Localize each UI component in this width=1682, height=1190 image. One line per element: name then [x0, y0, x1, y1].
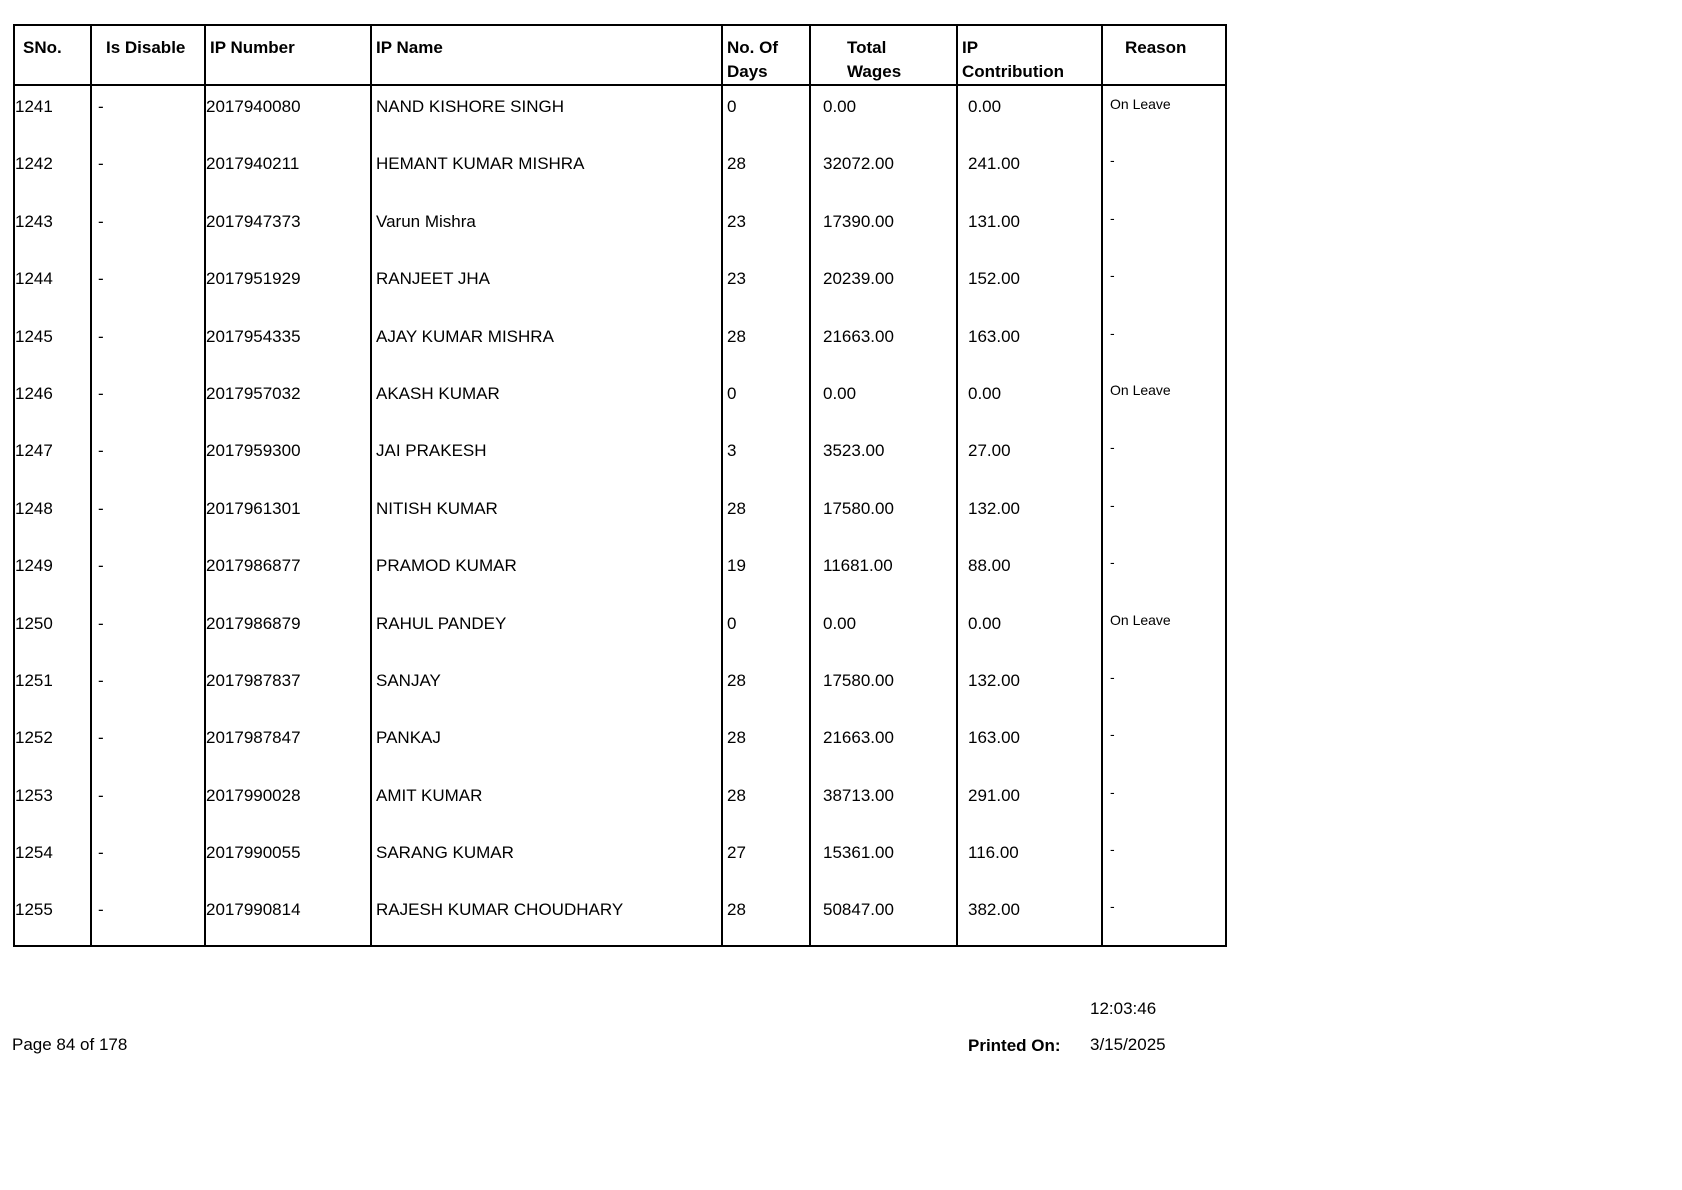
- cell-ip-contribution: 163.00: [957, 315, 1102, 372]
- cell-ip-name: NITISH KUMAR: [371, 487, 722, 544]
- cell-ip-contribution: 0.00: [957, 602, 1102, 659]
- cell-total-wages: 0.00: [810, 372, 957, 429]
- cell-ip-name: SANJAY: [371, 659, 722, 716]
- table-row: [14, 372, 1226, 429]
- cell-total-wages: 32072.00: [810, 142, 957, 199]
- cell-reason: On Leave: [1102, 602, 1226, 659]
- contribution-table: [13, 24, 1227, 947]
- cell-ip-contribution: 163.00: [957, 716, 1102, 773]
- cell-ip-number: 2017986879: [205, 602, 371, 659]
- cell-reason: On Leave: [1102, 85, 1226, 142]
- cell-sno: 1251: [14, 659, 91, 716]
- cell-total-wages: 11681.00: [810, 544, 957, 601]
- cell-reason: -: [1102, 716, 1226, 773]
- cell-sno: 1248: [14, 487, 91, 544]
- cell-reason: -: [1102, 315, 1226, 372]
- cell-is-disable: -: [91, 85, 205, 142]
- cell-reason: -: [1102, 200, 1226, 257]
- cell-ip-contribution: 131.00: [957, 200, 1102, 257]
- header-ip-name: IP Name: [371, 25, 722, 85]
- header-row: [14, 25, 1226, 85]
- header-no-of-days: [722, 25, 810, 85]
- cell-reason: -: [1102, 142, 1226, 199]
- cell-ip-name: RAHUL PANDEY: [371, 602, 722, 659]
- table-row: [14, 257, 1226, 314]
- cell-days: 28: [722, 315, 810, 372]
- cell-sno: 1241: [14, 85, 91, 142]
- cell-ip-name: JAI PRAKESH: [371, 429, 722, 486]
- cell-sno: 1249: [14, 544, 91, 601]
- table-body: [14, 85, 1226, 946]
- cell-ip-name: SARANG KUMAR: [371, 831, 722, 888]
- cell-days: 27: [722, 831, 810, 888]
- cell-is-disable: -: [91, 487, 205, 544]
- table-row: [14, 888, 1226, 945]
- cell-ip-number: 2017951929: [205, 257, 371, 314]
- cell-ip-name: PRAMOD KUMAR: [371, 544, 722, 601]
- cell-ip-number: 2017959300: [205, 429, 371, 486]
- cell-reason: -: [1102, 774, 1226, 831]
- cell-sno: 1253: [14, 774, 91, 831]
- cell-days: 19: [722, 544, 810, 601]
- table-row: [14, 429, 1226, 486]
- cell-ip-contribution: 132.00: [957, 487, 1102, 544]
- cell-is-disable: -: [91, 716, 205, 773]
- cell-is-disable: -: [91, 200, 205, 257]
- cell-reason: On Leave: [1102, 372, 1226, 429]
- cell-is-disable: -: [91, 659, 205, 716]
- cell-sno: 1246: [14, 372, 91, 429]
- header-days-line2: Days: [727, 62, 768, 81]
- table-row: [14, 602, 1226, 659]
- cell-ip-number: 2017940211: [205, 142, 371, 199]
- table-row: [14, 716, 1226, 773]
- cell-ip-name: AMIT KUMAR: [371, 774, 722, 831]
- cell-is-disable: -: [91, 142, 205, 199]
- cell-is-disable: -: [91, 372, 205, 429]
- cell-ip-name: NAND KISHORE SINGH: [371, 85, 722, 142]
- header-ip-contribution: [957, 25, 1102, 85]
- cell-total-wages: 17580.00: [810, 487, 957, 544]
- cell-total-wages: 50847.00: [810, 888, 957, 945]
- table-row: [14, 315, 1226, 372]
- cell-days: 28: [722, 888, 810, 945]
- cell-sno: 1244: [14, 257, 91, 314]
- cell-ip-number: 2017990814: [205, 888, 371, 945]
- cell-ip-contribution: 241.00: [957, 142, 1102, 199]
- cell-reason: -: [1102, 257, 1226, 314]
- cell-sno: 1247: [14, 429, 91, 486]
- table-row: [14, 85, 1226, 142]
- cell-is-disable: -: [91, 544, 205, 601]
- cell-ip-contribution: 0.00: [957, 372, 1102, 429]
- printed-on-label: Printed On:: [968, 1036, 1061, 1055]
- table-row: [14, 831, 1226, 888]
- header-ip-number: IP Number: [205, 25, 371, 85]
- cell-total-wages: 0.00: [810, 602, 957, 659]
- cell-sno: 1252: [14, 716, 91, 773]
- page-number: Page 84 of 178: [12, 1035, 128, 1054]
- cell-ip-number: 2017990055: [205, 831, 371, 888]
- cell-reason: -: [1102, 659, 1226, 716]
- cell-sno: 1243: [14, 200, 91, 257]
- table-row: [14, 544, 1226, 601]
- cell-sno: 1255: [14, 888, 91, 945]
- cell-reason: -: [1102, 487, 1226, 544]
- cell-is-disable: -: [91, 602, 205, 659]
- cell-is-disable: -: [91, 315, 205, 372]
- cell-total-wages: 21663.00: [810, 315, 957, 372]
- cell-days: 23: [722, 200, 810, 257]
- printed-date: 3/15/2025: [1090, 1035, 1166, 1054]
- cell-days: 28: [722, 774, 810, 831]
- cell-ip-contribution: 88.00: [957, 544, 1102, 601]
- cell-days: 28: [722, 659, 810, 716]
- cell-days: 28: [722, 487, 810, 544]
- cell-ip-name: PANKAJ: [371, 716, 722, 773]
- table-row: [14, 200, 1226, 257]
- cell-total-wages: 0.00: [810, 85, 957, 142]
- cell-ip-number: 2017987847: [205, 716, 371, 773]
- table-row: [14, 142, 1226, 199]
- cell-ip-contribution: 132.00: [957, 659, 1102, 716]
- cell-ip-number: 2017947373: [205, 200, 371, 257]
- cell-ip-number: 2017957032: [205, 372, 371, 429]
- cell-is-disable: -: [91, 429, 205, 486]
- cell-ip-number: 2017940080: [205, 85, 371, 142]
- cell-ip-name: RANJEET JHA: [371, 257, 722, 314]
- header-sno: SNo.: [14, 25, 91, 85]
- table-row: [14, 659, 1226, 716]
- cell-ip-contribution: 291.00: [957, 774, 1102, 831]
- cell-sno: 1254: [14, 831, 91, 888]
- header-is-disable: Is Disable: [91, 25, 205, 85]
- cell-is-disable: -: [91, 774, 205, 831]
- cell-sno: 1245: [14, 315, 91, 372]
- cell-days: 0: [722, 85, 810, 142]
- cell-days: 23: [722, 257, 810, 314]
- cell-sno: 1242: [14, 142, 91, 199]
- cell-ip-number: 2017954335: [205, 315, 371, 372]
- cell-reason: -: [1102, 429, 1226, 486]
- cell-reason: -: [1102, 888, 1226, 945]
- cell-days: 3: [722, 429, 810, 486]
- cell-ip-name: Varun Mishra: [371, 200, 722, 257]
- table-header: [14, 25, 1226, 85]
- cell-total-wages: 17390.00: [810, 200, 957, 257]
- header-wages-line1: Total: [847, 38, 887, 57]
- cell-is-disable: -: [91, 888, 205, 945]
- header-reason: Reason: [1102, 25, 1226, 85]
- cell-ip-name: AJAY KUMAR MISHRA: [371, 315, 722, 372]
- cell-total-wages: 15361.00: [810, 831, 957, 888]
- header-total-wages: [810, 25, 957, 85]
- cell-ip-contribution: 382.00: [957, 888, 1102, 945]
- header-days-line1: No. Of: [727, 38, 778, 57]
- header-contrib-line1: IP: [962, 38, 979, 57]
- cell-ip-number: 2017990028: [205, 774, 371, 831]
- cell-total-wages: 17580.00: [810, 659, 957, 716]
- cell-ip-contribution: 0.00: [957, 85, 1102, 142]
- cell-days: 28: [722, 716, 810, 773]
- header-wages-line2: Wages: [847, 62, 902, 81]
- cell-ip-number: 2017986877: [205, 544, 371, 601]
- cell-reason: -: [1102, 831, 1226, 888]
- cell-ip-number: 2017987837: [205, 659, 371, 716]
- cell-ip-name: RAJESH KUMAR CHOUDHARY: [371, 888, 722, 945]
- table-row: [14, 774, 1226, 831]
- printed-time: 12:03:46: [1090, 999, 1157, 1018]
- cell-days: 0: [722, 602, 810, 659]
- cell-days: 0: [722, 372, 810, 429]
- cell-ip-contribution: 116.00: [957, 831, 1102, 888]
- cell-sno: 1250: [14, 602, 91, 659]
- header-contrib-line2: Contribution: [962, 62, 1064, 81]
- cell-total-wages: 21663.00: [810, 716, 957, 773]
- cell-ip-number: 2017961301: [205, 487, 371, 544]
- cell-ip-name: HEMANT KUMAR MISHRA: [371, 142, 722, 199]
- cell-reason: -: [1102, 544, 1226, 601]
- cell-is-disable: -: [91, 831, 205, 888]
- cell-is-disable: -: [91, 257, 205, 314]
- cell-total-wages: 3523.00: [810, 429, 957, 486]
- cell-ip-contribution: 27.00: [957, 429, 1102, 486]
- cell-total-wages: 20239.00: [810, 257, 957, 314]
- cell-total-wages: 38713.00: [810, 774, 957, 831]
- table-row: [14, 487, 1226, 544]
- cell-days: 28: [722, 142, 810, 199]
- cell-ip-contribution: 152.00: [957, 257, 1102, 314]
- cell-ip-name: AKASH KUMAR: [371, 372, 722, 429]
